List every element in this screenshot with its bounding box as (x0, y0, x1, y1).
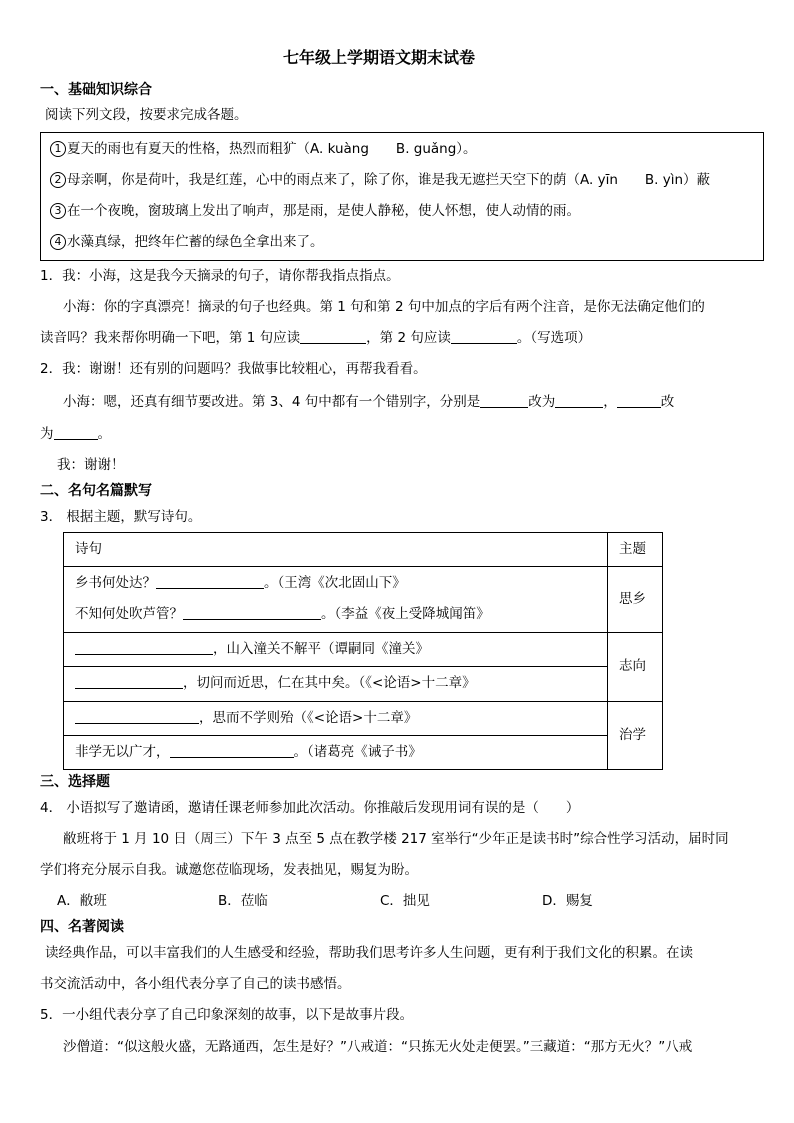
question-2-text (63, 392, 674, 412)
answer-blank[interactable] (617, 393, 661, 408)
theme-cell: 志向 (619, 658, 646, 674)
text: 小海：嗯，还真有细节要改进。第 3、4 句中都有一个错别字，分别是 (63, 394, 481, 410)
text: 改为 (528, 394, 556, 410)
invitation-text-cont: 学们将充分展示自我。诚邀您莅临现场，发表拙见，赐复为盼。 (40, 862, 418, 878)
question-2-text-cont (40, 424, 111, 444)
table-border (607, 532, 608, 770)
text: ，第 2 句应读 (366, 330, 451, 346)
text: 非学无以广才， (75, 744, 170, 760)
section-heading-4: 四、名著阅读 (40, 919, 124, 935)
answer-blank[interactable] (75, 674, 183, 689)
answer-blank[interactable] (75, 640, 213, 655)
text: 读音吗？我来帮你明确一下吧，第 1 句应读 (40, 330, 301, 346)
sentence-text: 母亲啊，你是荷叶，我是红莲，心中的雨点来了，除了你，谁是我无遮拦天空下的荫（A. yīn B. yìn）蔽 (67, 172, 711, 188)
sentence-text: 水藻真绿，把终年伫蓄的绿色全拿出来了。 (67, 234, 324, 250)
passage-box (40, 132, 764, 261)
story-excerpt: 沙僧道：“似这般火盛，无路通西，怎生是好？”八戒道：“只拣无火处走便罢。”三藏道：“那方无火？”八戒 (63, 1039, 693, 1055)
number-badge: 4 (50, 234, 66, 250)
text: ，切问而近思，仁在其中矣。（《<论语>十二章》 (183, 675, 476, 691)
answer-blank[interactable] (54, 425, 98, 440)
table-border (63, 735, 607, 736)
section-heading-2: 二、名句名篇默写 (40, 483, 152, 499)
passage-sentence-4 (50, 232, 324, 252)
poem-line (75, 708, 417, 728)
question-1: 1．我：小海，这是我今天摘录的句子，请你帮我指点指点。 (40, 268, 400, 284)
text: ，山入潼关不解平（谭嗣同《潼关》 (213, 641, 429, 657)
text: 。 (97, 426, 111, 442)
section-4-intro: 读经典作品，可以丰富我们的人生感受和经验，帮助我们思考许多人生问题，更有利于我们文化的积累。在读 (45, 945, 693, 961)
option-c[interactable]: C．拙见 (380, 893, 430, 909)
text: 乡书何处达？ (75, 575, 156, 591)
answer-blank[interactable] (156, 574, 264, 589)
question-5: 5．一小组代表分享了自己印象深刻的故事，以下是故事片段。 (40, 1007, 414, 1023)
text: 。（李益《夜上受降城闻笛》 (321, 606, 490, 622)
question-2: 2．我：谢谢！还有别的问题吗？我做事比较粗心，再帮我看看。 (40, 361, 427, 377)
table-border (63, 666, 607, 667)
section-heading-3: 三、选择题 (40, 774, 110, 790)
passage-sentence-3 (50, 201, 580, 221)
table-border (63, 566, 663, 567)
answer-blank[interactable] (451, 329, 517, 344)
table-header-poem: 诗句 (75, 541, 102, 557)
table-border (63, 701, 663, 702)
theme-cell: 思乡 (619, 591, 646, 607)
table-border (63, 532, 64, 770)
text: 不知何处吹芦管？ (75, 606, 183, 622)
number-badge: 1 (50, 141, 66, 157)
text: 。（诸葛亮《诫子书》 (293, 744, 422, 760)
question-1-answer-line (40, 328, 591, 348)
option-a[interactable]: A．敝班 (57, 893, 107, 909)
sentence-text: 在一个夜晚，窗玻璃上发出了响声，那是雨，是使人静秘，使人怀想，使人动情的雨。 (67, 203, 580, 219)
poem-line (75, 604, 490, 624)
answer-blank[interactable] (300, 329, 366, 344)
text: 。（写选项） (516, 330, 592, 346)
text: 。（王湾《次北固山下》 (264, 575, 406, 591)
table-border (63, 632, 663, 633)
number-badge: 3 (50, 203, 66, 219)
answer-blank[interactable] (170, 743, 294, 758)
option-d[interactable]: D．赐复 (542, 893, 593, 909)
answer-blank[interactable] (183, 605, 321, 620)
passage-sentence-2 (50, 170, 710, 190)
section-intro: 阅读下列文段，按要求完成各题。 (45, 107, 248, 123)
sentence-text: 夏天的雨也有夏天的性格，热烈而粗犷（A. kuàng B. guǎng）。 (67, 141, 477, 157)
poem-line (75, 673, 476, 693)
option-b[interactable]: B．莅临 (218, 893, 268, 909)
number-badge: 2 (50, 172, 66, 188)
answer-blank[interactable] (555, 393, 603, 408)
table-header-theme: 主题 (619, 541, 646, 557)
page-title: 七年级上学期语文期末试卷 (283, 48, 476, 67)
passage-sentence-1 (50, 139, 477, 159)
answer-blank[interactable] (75, 709, 199, 724)
poem-line (75, 573, 406, 593)
question-4: 4． 小语拟写了邀请函，邀请任课老师参加此次活动。你推敲后发现用词有误的是（ ） (40, 800, 580, 816)
text: ，思而不学则殆（《<论语>十二章》 (199, 710, 418, 726)
text: 为 (40, 426, 54, 442)
section-heading-1: 一、基础知识综合 (40, 82, 152, 98)
text: 改 (660, 394, 675, 410)
theme-cell: 治学 (619, 727, 646, 743)
text: ， (603, 394, 617, 410)
poem-line (75, 639, 429, 659)
question-2-reply: 我：谢谢！ (57, 457, 125, 473)
table-border (63, 769, 663, 770)
invitation-text: 敝班将于 1 月 10 日（周三）下午 3 点至 5 点在教学楼 217 室举行“少年正是读书时”综合性学习活动，届时同 (63, 831, 729, 847)
table-border (63, 532, 663, 533)
table-border (662, 532, 663, 770)
poem-line (75, 742, 422, 762)
question-3: 3． 根据主题，默写诗句。 (40, 509, 202, 525)
question-1-text: 小海：你的字真漂亮！摘录的句子也经典。第 1 句和第 2 句中加点的字后有两个注音，是你无法确定他们的 (63, 299, 705, 315)
section-4-intro-cont: 书交流活动中，各小组代表分享了自己的读书感悟。 (40, 976, 351, 992)
answer-blank[interactable] (480, 393, 528, 408)
